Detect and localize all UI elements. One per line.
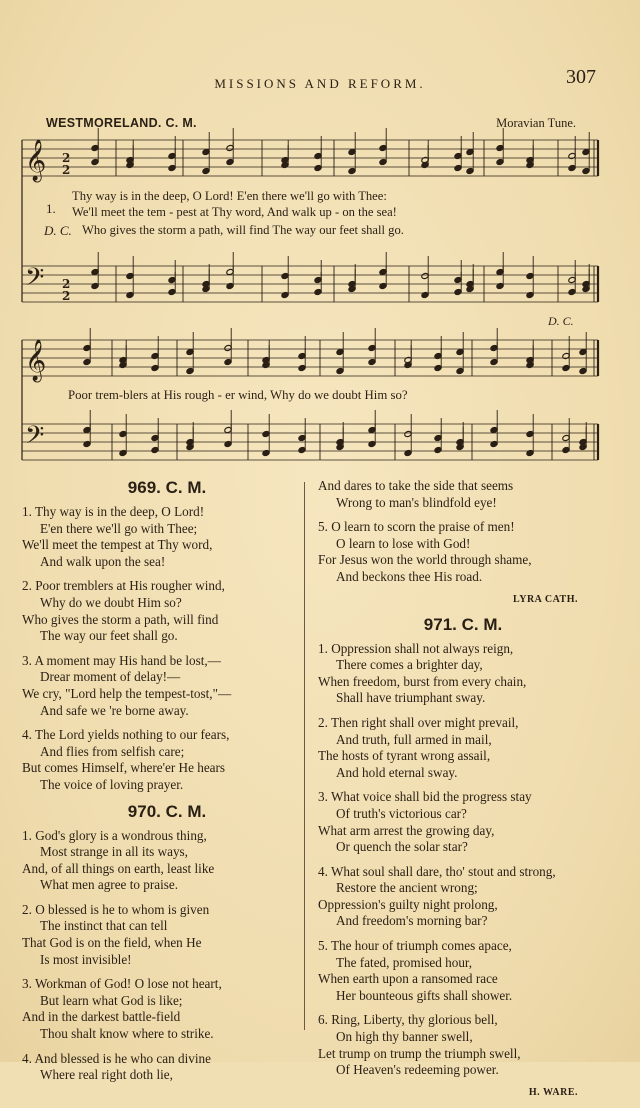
stanza-line: Oppression's guilty night prolong, [318, 896, 498, 912]
stanza-line: 1. Oppression shall not always reign, [318, 640, 514, 656]
stanza [318, 789, 608, 855]
left-column [22, 478, 312, 1092]
stanza-line: And, of all things on earth, least like [22, 860, 215, 876]
music-notation [0, 0, 640, 480]
tune-name: WESTMORELAND. C. M. [46, 116, 197, 130]
stanza [318, 715, 608, 781]
stanza-line: 2. O blessed is he to whom is given [22, 901, 210, 917]
stanza-line: 5. The hour of triumph comes apace, [318, 938, 512, 954]
stanza [318, 1012, 608, 1078]
stanza-line: On high thy banner swell, [336, 1029, 473, 1045]
author-credit: LYRA CATH. [512, 593, 578, 605]
bass-clef: 𝄢 [25, 263, 45, 298]
stanza-line: Or quench the solar star? [336, 839, 468, 855]
lyric-line-1: Thy way is in the deep, O Lord! E'en there we'll go with Thee: [72, 189, 387, 203]
stanza-line: That God is on the field, when He [22, 935, 202, 951]
time-signature: 2 [62, 277, 71, 291]
stanza-line: We cry, "Lord help the tempest-tost,"— [22, 685, 232, 701]
right-column [318, 478, 608, 1108]
stanza-line: 2. Then right shall over might prevail, [318, 714, 519, 730]
stanza-line: What men agree to praise. [40, 877, 179, 893]
treble-clef: 𝄞 [25, 140, 47, 181]
stanza [22, 902, 312, 968]
lyric-line-4: Poor trem-blers at His rough - er wind, Why do we doubt Him so? [68, 388, 408, 402]
stanza-line: 1. God's glory is a wondrous thing, [22, 827, 207, 843]
stanza-line: Is most invisible! [40, 951, 132, 967]
stanza-line: There comes a brighter day, [336, 657, 483, 673]
tune-source: Moravian Tune. [496, 116, 576, 130]
stanza [22, 653, 312, 719]
stanza-line: And dares to take the side that seems [318, 478, 514, 493]
stanza [22, 578, 312, 644]
stanza-line: 4. What soul shall dare, tho' stout and strong, [318, 863, 556, 879]
stanza-line: We'll meet the tempest at Thy word, [22, 537, 213, 553]
stanza-line: And beckons thee His road. [336, 568, 483, 584]
dc-label: D. C. [44, 223, 72, 238]
stanza-line: And in the darkest battle-field [22, 1009, 181, 1025]
stanza-line: Why do we doubt Him so? [40, 594, 182, 610]
stanza [318, 938, 608, 1004]
stanza-line: 3. Workman of God! O lose not heart, [22, 976, 222, 992]
stanza-line: And safe we 're borne away. [40, 702, 189, 718]
stanza-line: And freedom's morning bar? [336, 913, 488, 929]
bass-clef: 𝄢 [25, 421, 45, 456]
verse-number: 1. [46, 201, 56, 216]
stanza-line: The instinct that can tell [40, 918, 168, 934]
stanza-line: Shall have triumphant sway. [336, 690, 486, 706]
author-credit: H. WARE. [528, 1086, 578, 1098]
time-signature: 2 [62, 151, 71, 165]
stanza-line: Thou shalt know where to strike. [40, 1026, 214, 1042]
stanza-line: Wrong to man's blindfold eye! [336, 494, 497, 510]
stanza-line: 3. A moment may His hand be lost,— [22, 652, 221, 668]
stanza-line: Drear moment of delay!— [40, 669, 181, 685]
stanza-line: The fated, promised hour, [336, 954, 473, 970]
hymn-number: 970. [127, 801, 161, 821]
stanza [318, 519, 608, 585]
stanza [318, 478, 608, 511]
stanza-line: When freedom, burst from every chain, [318, 673, 527, 689]
stanza [22, 1051, 312, 1084]
lyric-line-2: We'll meet the tem - pest at Thy word, And walk up - on the sea! [72, 205, 397, 219]
section-title: MISSIONS AND REFORM. [214, 76, 426, 91]
stanza-line: The way our feet shall go. [40, 628, 178, 644]
stanza-line: 4. And blessed is he who can divine [22, 1050, 211, 1066]
stanza-line: Let trump on trump the triumph swell, [318, 1045, 521, 1061]
stanza-line: But comes Himself, where'er He hears [22, 760, 226, 776]
stanza-line: O learn to lose with God! [336, 535, 471, 551]
stanza-line: 4. The Lord yields nothing to our fears, [22, 727, 230, 743]
stanza [22, 504, 312, 570]
stanza [22, 976, 312, 1042]
stanza-line: And flies from selfish care; [40, 743, 185, 759]
page-number: 307 [566, 66, 596, 88]
stanza-line: And hold eternal sway. [336, 764, 458, 780]
hymn-meter: C. M. [160, 478, 207, 497]
stanza [22, 828, 312, 894]
stanza-line: The hosts of tyrant wrong assail, [318, 748, 491, 764]
treble-clef: 𝄞 [25, 340, 47, 381]
stanza-line: For Jesus won the world through shame, [318, 552, 532, 568]
stanza-line: 5. O learn to scorn the praise of men! [318, 519, 515, 535]
stanza-line: Of truth's victorious car? [336, 805, 467, 821]
hymn-number: 971. [423, 614, 457, 634]
stanza-line: Where real right doth lie, [40, 1067, 173, 1083]
hymn-heading [22, 478, 312, 498]
stanza-line: What arm arrest the growing day, [318, 822, 495, 838]
stanza-line: 2. Poor tremblers at His rougher wind, [22, 578, 225, 594]
hymn-heading [318, 615, 608, 635]
dc-mark: D. C. [548, 314, 574, 328]
stanza-line: Who gives the storm a path, will find [22, 611, 219, 627]
stanza [318, 864, 608, 930]
stanza-line: The voice of loving prayer. [40, 776, 184, 792]
time-signature: 2 [62, 289, 71, 303]
stanza-line: And truth, full armed in mail, [336, 731, 492, 747]
stanza [22, 727, 312, 793]
stanza-line: 1. Thy way is in the deep, O Lord! [22, 504, 205, 519]
hymn-meter: C. M. [456, 614, 503, 634]
stanza-line: When earth upon a ransomed race [318, 971, 498, 987]
stanza [318, 641, 608, 707]
stanza-line: And walk upon the sea! [40, 553, 166, 569]
stanza-line: Most strange in all its ways, [40, 844, 188, 860]
stanza-line: Restore the ancient wrong; [336, 880, 478, 896]
lyric-line-3: Who gives the storm a path, will find The way our feet shall go. [82, 223, 404, 237]
hymn-heading [22, 802, 312, 822]
stanza-line: Of Heaven's redeeming power. [336, 1062, 499, 1078]
stanza-line: 3. What voice shall bid the progress stay [318, 789, 532, 805]
stanza-line: Her bounteous gifts shall shower. [336, 987, 513, 1003]
hymn-meter: C. M. [160, 801, 207, 821]
stanza-line: E'en there we'll go with Thee; [40, 520, 198, 536]
hymn-number: 969. [127, 478, 161, 497]
stanza-line: But learn what God is like; [40, 992, 183, 1008]
stanza-line: 6. Ring, Liberty, thy glorious bell, [318, 1012, 498, 1028]
time-signature: 2 [62, 163, 71, 177]
